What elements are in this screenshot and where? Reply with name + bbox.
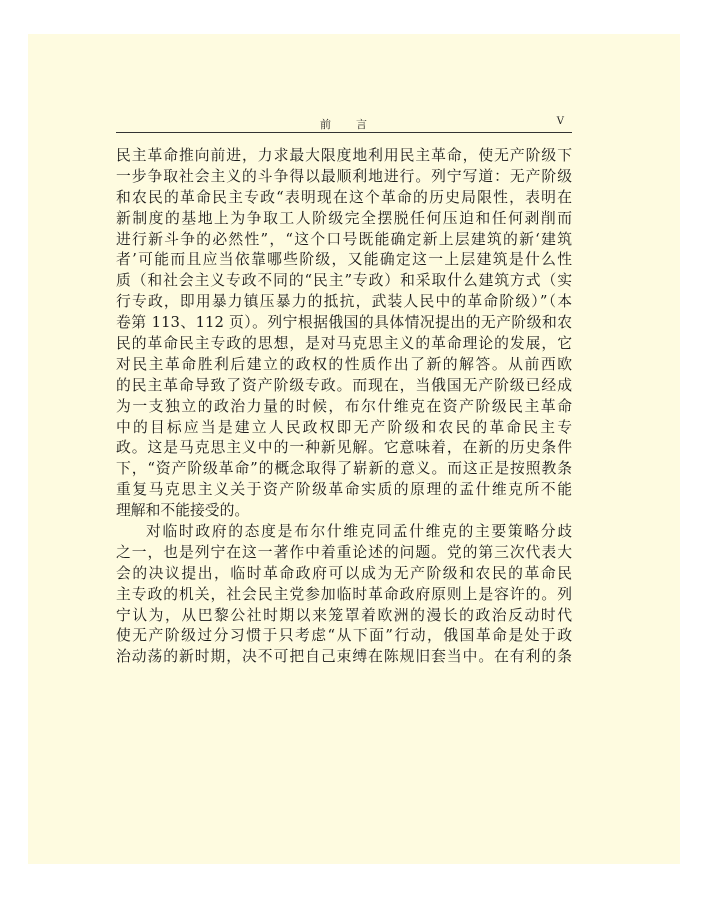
text-line: 宁认为，从巴黎公社时期以来笼罩着欧洲的漫长的政治反动时代 <box>116 606 572 624</box>
text-line: 民的革命民主专政的思想，是对马克思主义的革命理论的发展，它 <box>116 335 572 353</box>
text-line: 中的目标应当是建立人民政权即无产阶级和农民的革命民主专 <box>116 418 572 436</box>
header-title: 前 言 <box>320 118 368 131</box>
text-line: 之一，也是列宁在这一著作中着重论述的问题。党的第三次代表大 <box>116 543 572 561</box>
text-line: 卷第 113、112 页）。列宁根据俄国的具体情况提出的无产阶级和农 <box>116 314 572 332</box>
text-line: 使无产阶级过分习惯于只考虑“从下面”行动，俄国革命是处于政 <box>116 627 572 645</box>
text-line: 为一支独立的政治力量的时候，布尔什维克在资产阶级民主革命 <box>116 397 572 415</box>
paragraph-start-line: 对临时政府的态度是布尔什维克同孟什维克的主要策略分歧 <box>146 523 572 541</box>
text-line: 理解和不能接受的。 <box>116 502 250 520</box>
text-line: 重复马克思主义关于资产阶级革命实质的原理的孟什维克所不能 <box>116 481 572 499</box>
text-line: 政。这是马克思主义中的一种新见解。它意味着，在新的历史条件 <box>116 439 572 457</box>
text-line: 者’可能而且应当依靠哪些阶级，又能确定这一上层建筑是什么性 <box>116 251 572 269</box>
text-line: 对民主革命胜利后建立的政权的性质作出了新的解答。从前西欧 <box>116 355 572 373</box>
text-line: 进行新斗争的必然性”，“这个口号既能确定新上层建筑的新‘建筑 <box>116 230 572 248</box>
text-line: 行专政，即用暴力镇压暴力的抵抗，武装人民中的革命阶级）”（本 <box>116 293 572 311</box>
text-line: 主专政的机关，社会民主党参加临时革命政府原则上是容许的。列 <box>116 585 572 603</box>
body-text <box>116 146 572 668</box>
text-line: 的民主革命导致了资产阶级专政。而现在，当俄国无产阶级已经成 <box>116 376 572 394</box>
text-line: 和农民的革命民主专政“表明现在这个革命的历史局限性，表明在 <box>116 188 572 206</box>
text-line: 会的决议提出，临时革命政府可以成为无产阶级和农民的革命民 <box>116 564 572 582</box>
text-line: 民主革命推向前进，力求最大限度地利用民主革命，使无产阶级下 <box>116 147 572 164</box>
text-line: 一步争取社会主义的斗争得以最顺利地进行。列宁写道：无产阶级 <box>116 167 572 185</box>
running-header <box>116 114 572 133</box>
text-line: 新制度的基地上为争取工人阶级完全摆脱任何压迫和任何剥削而 <box>116 209 572 227</box>
page-number: V <box>556 116 564 127</box>
text-line: 治动荡的新时期，决不可把自己束缚在陈规旧套当中。在有利的条 <box>116 648 572 666</box>
text-line: 下，“资产阶级革命”的概念取得了崭新的意义。而这正是按照教条 <box>116 460 572 478</box>
text-line: 质（和社会主义专政不同的“民主”专政）和采取什么建筑方式（实 <box>116 272 572 290</box>
